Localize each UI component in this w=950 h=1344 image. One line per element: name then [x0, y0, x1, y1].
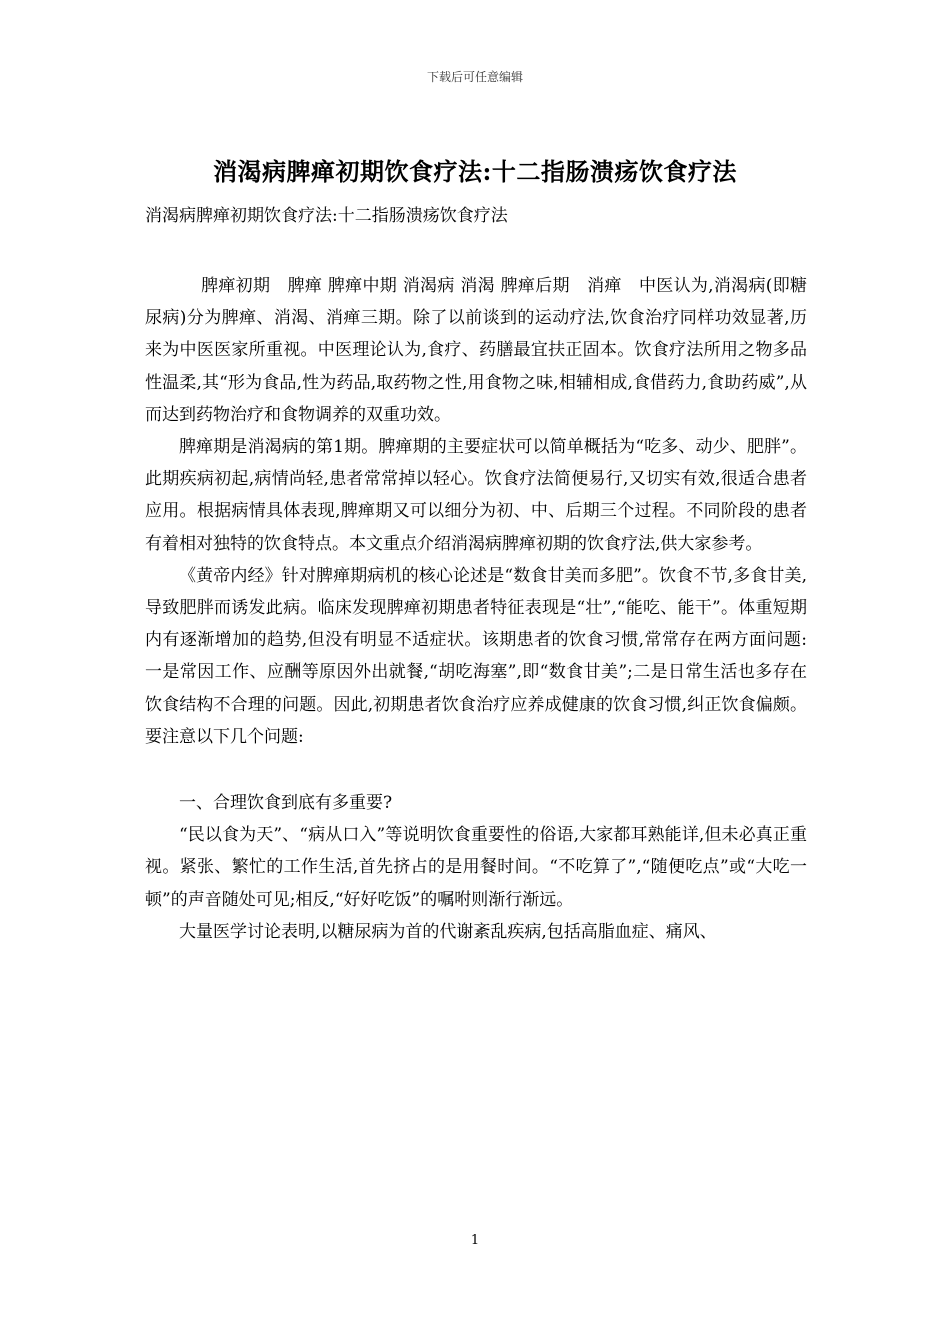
paragraph-intro: 脾瘅初期 脾瘅 脾瘅中期 消渴病 消渴 脾瘅后期 消瘅 中医认为,消渴病(即糖尿病)分为脾瘅、消渴、消瘅三期。除了以前谈到的运动疗法,饮食治疗同样功效显著,历来为中医医家所重视。中医理论认为,食疗、药膳最宜扶正固本。饮食疗法所用之物多品性温柔,其“形为食品,性为药品,取药物之性,用食物之味,相辅相成,食借药力,食助药威”,从而达到药物治疗和食物调养的双重功效。 [145, 276, 807, 425]
document-body [145, 270, 807, 948]
document-title: 消渴病脾瘅初期饮食疗法:十二指肠溃疡饮食疗法 [213, 157, 737, 186]
paragraph-spleen-stage: 脾瘅期是消渴病的第1期。脾瘅期的主要症状可以简单概括为“吃多、动少、肥胖”。此期疾病初起,病情尚轻,患者常常掉以轻心。饮食疗法简便易行,又切实有效,很适合患者应用。根据病情具体表现,脾瘅期又可以细分为初、中、后期三个过程。不同阶段的患者有着相对独特的饮食特点。本文重点介绍消渴病脾瘅初期的饮食疗法,供大家参考。 [145, 437, 807, 554]
page-number: 1 [470, 1233, 480, 1248]
document-subtitle: 消渴病脾瘅初期饮食疗法:十二指肠溃疡饮食疗法 [145, 206, 508, 226]
paragraph-medical-research: 大量医学讨论表明,以糖尿病为首的代谢紊乱疾病,包括高脂血症、痛风、 [179, 921, 717, 942]
paragraph-huangdi-neijing: 《黄帝内经》针对脾瘅期病机的核心论述是“数食甘美而多肥”。饮食不节,多食甘美,导致肥胖而诱发此病。临床发现脾瘅初期患者特征表现是“壮”,“能吃、能干”。体重短期内有逐渐增加的趋势,但没有明显不适症状。该期患者的饮食习惯,常常存在两方面问题:一是常因工作、应酬等原因外出就餐,“胡吃海塞”,即“数食甘美”;二是日常生活也多存在饮食结构不合理的问题。因此,初期患者饮食治疗应养成健康的饮食习惯,纠正饮食偏颇。要注意以下几个问题: [145, 565, 807, 747]
section-heading-1: 一、合理饮食到底有多重要? [179, 793, 393, 814]
page-header: 下载后可任意编辑 [426, 70, 523, 84]
paragraph-food-importance: “民以食为天”、“病从口入”等说明饮食重要性的俗语,大家都耳熟能详,但未必真正重视。紧张、繁忙的工作生活,首先挤占的是用餐时间。“不吃算了”,“随便吃点”或“大吃一顿”的声音随处可见;相反,“好好吃饭”的嘱咐则渐行渐远。 [145, 825, 807, 910]
